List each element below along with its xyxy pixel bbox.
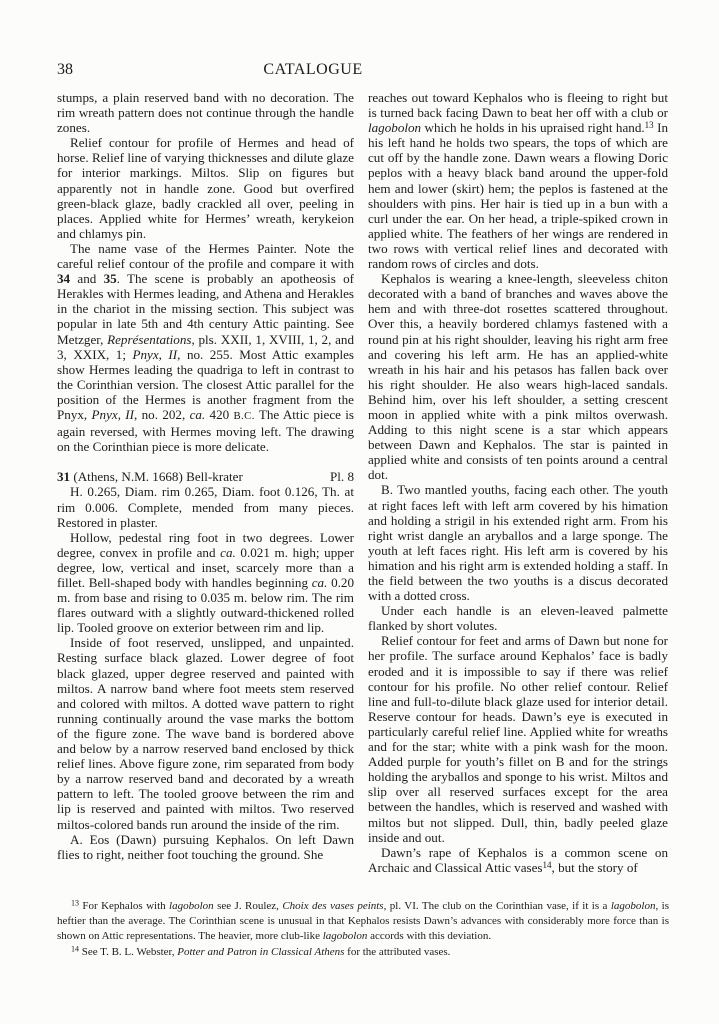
paragraph: Under each handle is an eleven-leaved palmette flanked by short volutes. [368,603,668,634]
paragraph: Inside of foot reserved, unslipped, and unpainted. Resting surface black glazed. Lower degree of foot black glazed, upper degree reserved and painted with miltos. A narrow band where foot meets stem reserved and colored with miltos. A dotted wave pattern to right running continually around the vase marks the bottom of the figure zone. The wave band is bordered above and below by a narrow reserved band enclosed by thick relief lines. Above figure zone, rim separated from body by a narrow reserved band and decorated by a wreath pattern to left. The tooled groove between the rim and lip is reserved and painted with miltos. Two reserved miltos-colored bands run around the inside of the rim. [57,635,354,832]
paragraph: Kephalos is wearing a knee-length, sleeveless chiton decorated with a band of branches and waves above the hem and with three-dot rosettes scattered throughout. Over this, a heavily bordered chlamys fastened with a round pin at his right shoulder, leaving his right arm free and covering his left arm. He has an applied-white wreath in his hair and his petasos has fallen back over his right shoulder. He also wears high-laced sandals. Behind him, over his left shoulder, a setting crescent moon in applied white with a pink miltos overwash. Adding to this night scene is a star which appears between Dawn and Kephalos. The star is painted in applied white and consists of ten points around a central dot. [368,271,668,483]
footnote-marker: 13 [71,898,79,908]
paragraph: The name vase of the Hermes Painter. Note the careful relief contour of the profile and compare it with 34 and 35. The scene is probably an apotheosis of Herakles with Hermes leading, and Athena and Herakles in the chariot in the missing section. This subject was popular in late 5th and 4th century Attic painting. See Metzger, Représentations, pls. XXII, 1, XVIII, 1, 2, and 3, XXIX, 1; Pnyx, II, no. 255. Most Attic examples show Hermes leading the quadriga to left in contrast to the Corinthian version. The closest Attic parallel for the position of the Hermes is another fragment from the Pnyx, Pnyx, II, no. 202, ca. 420 B.C. The Attic piece is again reversed, with Hermes moving left. The drawing on the Corinthian piece is more delicate. [57,240,354,455]
paragraph: Dawn’s rape of Kephalos is a common scene on Archaic and Classical Attic vases$^{14}$, but the story of [368,844,668,875]
entry-title: 31 (Athens, N.M. 1668) Bell-krater [57,469,243,485]
running-title: CATALOGUE [263,61,363,78]
footnote-marker: 14 [71,944,79,954]
footnotes-section [57,899,669,960]
paragraph: reaches out toward Kephalos who is fleeing to right but is turned back facing Dawn to beat her off with a club or lagobolon which he holds in his upraised right hand.$^{13}$ In his left hand he holds two spears, the tops of which are cut off by the handle zone. Dawn wears a flowing Doric peplos with a heavy black band around the upper-fold hem and lower (skirt) hem; the peplos is fastened at the shoulders with pins. Her hair is tied up in a bun with a curl under the ear. On her head, a triple-spiked crown in applied white. The feathers of her wings are rendered in two rows with vertical relief lines and decorated with random rows of circles and dots. [368,90,668,272]
page-number: 38 [57,61,73,78]
plate-reference: Pl. 8 [329,469,354,485]
entry-number: 31 [57,469,71,485]
left-column [57,90,354,898]
paragraph: Relief contour for feet and arms of Dawn but none for her profile. The surface around Kephalos’ face is badly eroded and it is impossible to say if there was relief contour for his profile. No other relief contour. Relief line and full-to-dilute black glaze used for interior detail. Reserve contour for heads. Dawn’s eye is executed in particularly careful relief line. Applied white for wreaths and for the star; white with a pink wash for the moon. Added purple for youth’s fillet on B and for the strings holding the aryballos and sponge to his wrist. Miltos and slip over all reserved surfaces except for the area between the handles, which is reserved and washed with miltos but not slipped. Dull, thin, badly peeled glaze inside and out. [368,633,668,845]
paragraph: Relief contour for profile of Hermes and head of horse. Relief line of varying thicknesses and dilute glaze for interior markings. Miltos. Slip on figures but apparently not in handle zone. Good but overfired green-black glaze, badly crackled all over, peeling in places. Applied white for Hermes’ wreath, kerykeion and chlamys pin. [57,135,354,241]
paragraph: stumps, a plain reserved band with no decoration. The rim wreath pattern does not continue through the handle zones. [57,90,354,136]
paragraph: Hollow, pedestal ring foot in two degrees. Lower degree, convex in profile and ca. 0.021 m. high; upper degree, low, vertical and inset, scarcely more than a fillet. Bell-shaped body with handles beginning ca. 0.20 m. from base and rising to 0.035 m. below rim. The rim flares outward with a slightly outward-thickened rolled lip. Tooled groove on exterior between rim and lip. [57,529,354,636]
catalogue-entry-heading [57,469,354,484]
paragraph: A. Eos (Dawn) pursuing Kephalos. On left Dawn flies to right, neither foot touching the ground. She [57,831,354,862]
footnote: $^{14}$ See T. B. L. Webster, Potter and Patron in Classical Athens for the attributed vases. [71,944,451,958]
paragraph: H. 0.265, Diam. rim 0.265, Diam. foot 0.126, Th. at rim 0.006. Complete, mended from many pieces. Restored in plaster. [57,484,354,530]
footnote: $^{13}$ For Kephalos with lagobolon see J. Roulez, Choix des vases peints, pl. VI. The club on the Corinthian vase, if it is a lagobolon, is heftier than the average. The Corinthian scene is unusual in that Kephalos resists Dawn’s advances with considerably more force than is shown on Attic representations. The heavier, more club-like lagobolon accords with this deviation. [57,898,669,943]
paragraph: B. Two mantled youths, facing each other. The youth at right faces left with left arm covered by his himation and holding a strigil in his extended right arm. From his right wrist dangle an aryballos and a large sponge. The youth at left faces right. His left arm is covered by his himation and his right arm is extended holding a staff. In the field between the two youths is a discus decorated with a dotted cross. [368,482,668,604]
right-column [368,90,668,898]
